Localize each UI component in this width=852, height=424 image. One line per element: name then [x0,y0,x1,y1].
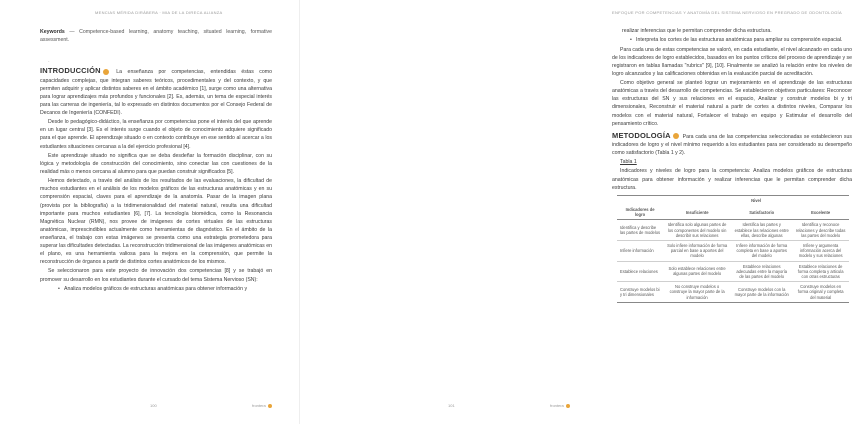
rubric-table [617,195,849,303]
table-column-header: Excelente [792,205,849,220]
table-cell: Identifica y describe las partes de modelos [617,220,663,241]
table-cell: No construye modelos o construye la mayor parte de la información [663,282,731,303]
running-head-right: ENFOQUE POR COMPETENCIAS Y ANATOMÍA DEL SISTEMA NERVIOSO EN PREGRADO DE ODONTOLOGÍA [612,10,842,15]
separator-dot: · [48,59,50,66]
bullet-continuation: realizar inferencias que le permitan comprender dicha estructura. [622,28,772,34]
intro-paragraph [40,67,272,117]
paragraph: Hemos detectado, a través del análisis de los resultados de las evaluaciones, la dificultad de muchos estudiantes en el análisis de los modelos gráficos de las estructuras anatómicas y en su comprensión espacial, claves para el aprendizaje de la anatomía. Pasar de la imagen plana (provista por la bibliografía) a la tridimensionalidad del material natural, resulta una dificultad importante para muchos estudiantes [6], [7]. La tecnología biomédica, como la Resonancia Magnética Nuclear (RMN), nos provee de imágenes de cortes virtuales de las estructuras anatómicas, imprescindibles actualmente como herramientas de diagnóstico. En el ámbito de la enseñanza, el trabajo con estas imágenes se presenta como una estrategia prometedora para superar las dificultades detectadas. La reconstrucción tridimensional de las imágenes anatómicas en el plano, es una herramienta valiosa para la mejora en la comprensión, que permite la reconstrucción de órganos a partir de distintos cortes anatómicos de los mismos. [40,178,272,266]
left-page [0,0,300,424]
table-cell: Solo infiere información de forma parcial en base a aportes del modelo [663,240,731,261]
intro-heading: INTRODUCCIÓN [40,66,101,76]
brand-right-text: frontera [550,403,564,408]
table-cell: Establece relaciones [617,261,663,282]
brand-left [252,403,272,408]
keywords [40,28,272,44]
table-header-spacer [617,195,663,205]
paragraph: Desde lo pedagógico-didáctico, la enseñanza por competencias pone el interés del que aprende en un lugar central [3]. Es el interés surge cuando el objeto de conocimiento adquiere significado para el que aprende. El aprendizaje situado o en contexto contribuye en ese sentido al acercar a los estudiantes situaciones cercanas a la del ejercicio profesional [4]. [40,119,272,150]
table-cell: Construye modelos bi y tri dimensionales [617,282,663,303]
paragraph: Se seleccionaron para este proyecto de innovación dos competencias [8] y se trabajó en promover su desarrollo en los estudiantes durante el cursado del tema Sistema Nervioso (SN): [40,268,272,283]
method-lead-text: Para cada una de las competencias seleccionadas se establecieron sus indicadores de logro y el nivel mínimo requerido a los estudiantes para ser considerado su desempeño como satisfactorio (Tabla 1 y 2). [612,133,852,156]
left-column [40,28,272,294]
table-group-header: Nivel [663,195,849,205]
table-cell: Infiere y argumenta información acerca del modelo y sus relaciones [792,240,849,261]
table-column-header: Insuficiente [663,205,731,220]
table-row [617,240,849,261]
table-label: Tabla 1 [620,159,637,166]
brand-left-text: frontera [252,403,266,408]
table-cell: Establece relaciones de forma completa y articula con otras estructuras [792,261,849,282]
table-cell: Infiere información de forma completa en base a aportes del modelo [731,240,792,261]
table-cell: Construye modelos con la mayor parte de la información [731,282,792,303]
paragraph: Como objetivo general se planteó lograr un mejoramiento en el aprendizaje de las estructuras anatómicas a través del desarrollo de competencias. Se establecieron objetivos particulares: Reconocer las estructuras del SN y sus relaciones en el espacio, Analizar y construir modelos bi y tri dimensionales, Reconstruir el material natural a partir de cortes a distintos niveles, Comparar los modelos con el material natural, Fortalecer el trabajo en equipo y Estimular el desarrollo del pensamiento crítico. [612,80,852,127]
method-heading: METODOLOGÍA [612,130,671,140]
brand-icon [566,404,570,408]
table-row [617,282,849,303]
keywords-text: — Competence-based learning, anatomy teaching, situated learning, formative assessment. [40,29,272,44]
keywords-label: Keywords [40,29,65,35]
table-row [617,220,849,241]
section-bullet-icon [103,69,109,75]
bullet-item: • Interpreta los cortes de las estructuras anatómicas para ampliar su comprensión espacial. [612,36,852,44]
table-cell: Construye modelos en forma original y completa del material [792,282,849,303]
page-number-right: 101 [448,403,455,408]
right-page [300,0,852,424]
table-cell: Solo establece relaciones entre algunas partes del modelo [663,261,731,282]
method-paragraph [612,132,852,157]
table-cell: Identifica solo algunas partes de los componentes del modelo sin describir sus relaciones [663,220,731,241]
brand-icon [268,404,272,408]
intro-lead-text: La enseñanza por competencias, entendidas éstas como capacidades complejas, que integran saberes teóricos, procedimentales y del contexto, y que permiten adquirir y aplicar distintos saberes en el ámbito académico [1], surge como una alternativa para lograr aprendizajes más profundos y funcionales [2]. Es, además, un tema de especial interés para las carreras de ingeniería, tal lo expresado en distintos documentos por el Consejo Federal de Decanos de Ingeniería (CONFEDI). [40,69,272,116]
page-number-left: 100 [150,403,157,408]
table-column-header: Indicadores de logro [617,205,663,220]
table-row [617,261,849,282]
paragraph: Este aprendizaje situado no significa que se deba desdeñar la formación disciplinar, con su lógica y metodología de construcción del conocimiento, sino conectar las con cuestiones de la realidad más o menos cercana al alumno para que puedan construir significados [5]. [40,152,272,175]
table-column-header: Satisfactorio [731,205,792,220]
table-cell: Identifica y reconoce relaciones y describe todas las partes del modelo [792,220,849,241]
table-cell: Infiere información [617,240,663,261]
paragraph: Para cada una de estas competencias se valoró, en cada estudiante, el nivel alcanzado en cada uno de los indicadores de logro establecidos, basados en los puntos críticos del proceso de aprendizaje y se registraron en tablas llamadas "rubrics" [9], [10]. Finalmente se analizó la relación entre los niveles de logro alcanzados y las calificaciones obtenidas en la evaluación parcial de acreditación. [612,46,852,77]
table-cell: Identifica las partes y establece las relaciones entre ellas, describe algunas [731,220,792,241]
right-column [612,27,852,303]
running-head-left: MENCIAS MÉRIDA DIRÁBERA · MIA DE LA DIRECA ALIANZA [95,10,223,15]
table-cell: Establece relaciones adecuadas entre la mayoría de las partes del modelo [731,261,792,282]
brand-right [550,403,570,408]
section-bullet-icon [673,133,679,139]
bullet-item: • Analiza modelos gráficos de estructuras anatómicas para obtener información y [40,285,272,293]
table-caption: Indicadores y niveles de logro para la competencia: Analiza modelos gráficos de estructuras anatómicas para obtener información y realizar inferencias que le permitan comprender dicha estructura. [612,168,852,191]
